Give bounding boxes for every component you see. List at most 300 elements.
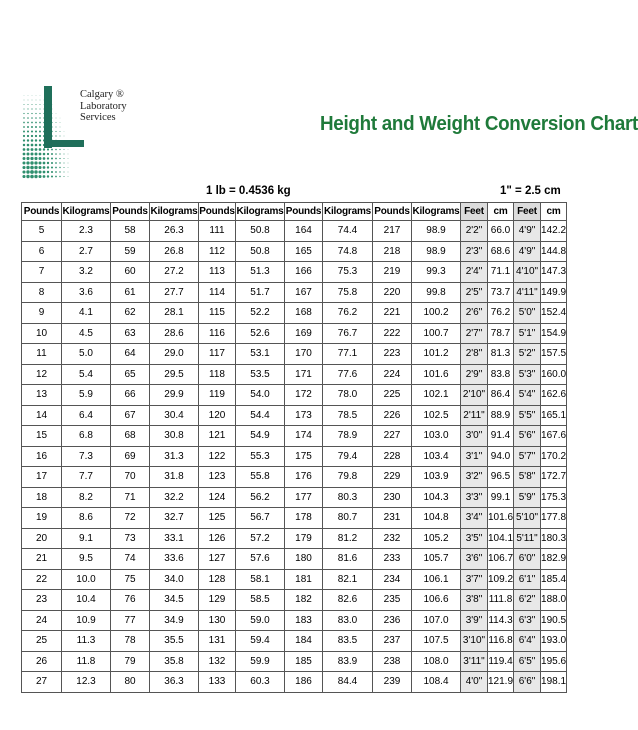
logo-dot — [27, 122, 29, 124]
table-cell: 51.7 — [236, 282, 285, 303]
table-cell: 232 — [373, 528, 412, 549]
table-cell: 170.2 — [541, 446, 567, 467]
logo-dot — [55, 167, 57, 169]
table-cell: 59.9 — [236, 651, 285, 672]
table-cell: 21 — [22, 549, 62, 570]
table-cell: 116 — [199, 323, 236, 344]
logo-dot — [35, 108, 36, 109]
table-cell: 106.7 — [488, 549, 514, 570]
table-cell: 81.2 — [323, 528, 373, 549]
logo-dot — [22, 166, 25, 169]
logo-dot — [35, 139, 37, 141]
logo-dot — [43, 166, 46, 169]
table-cell: 68 — [111, 426, 150, 447]
table-cell: 129 — [199, 590, 236, 611]
table-cell: 190.5 — [541, 610, 567, 631]
logo-dot — [59, 149, 60, 150]
table-row — [22, 467, 567, 488]
table-cell: 29.5 — [150, 364, 199, 385]
table-cell: 101.2 — [412, 344, 461, 365]
table-cell: 220 — [373, 282, 412, 303]
logo-dot — [40, 100, 41, 101]
table-cell: 59 — [111, 241, 150, 262]
logo-dot — [59, 153, 60, 154]
table-row — [22, 651, 567, 672]
logo-dot — [38, 170, 41, 173]
table-cell: 2'5" — [461, 282, 488, 303]
table-row — [22, 323, 567, 344]
logo-dot — [59, 176, 60, 177]
logo-dot — [24, 100, 25, 101]
table-cell: 2'3" — [461, 241, 488, 262]
table-cell: 6'2" — [514, 590, 541, 611]
table-cell: 230 — [373, 487, 412, 508]
logo-dot — [51, 158, 53, 160]
logo-dot — [27, 144, 30, 147]
table-cell: 12 — [22, 364, 62, 385]
logo-dot — [27, 113, 28, 114]
logo-dot — [34, 157, 37, 160]
table-cell: 165 — [285, 241, 323, 262]
table-cell: 144.8 — [541, 241, 567, 262]
table-cell: 2'6" — [461, 303, 488, 324]
logo-dot — [55, 162, 57, 164]
table-cell: 172.7 — [541, 467, 567, 488]
table-cell: 31.3 — [150, 446, 199, 467]
logo-dot — [35, 122, 37, 124]
table-cell: 81.3 — [488, 344, 514, 365]
logo-dot — [39, 131, 41, 133]
table-cell: 179 — [285, 528, 323, 549]
table-cell: 32.2 — [150, 487, 199, 508]
table-cell: 82.1 — [323, 569, 373, 590]
table-cell: 71 — [111, 487, 150, 508]
table-cell: 12.3 — [62, 672, 111, 693]
conversion-table — [21, 202, 567, 693]
table-cell: 2'7" — [461, 323, 488, 344]
table-cell: 5.9 — [62, 385, 111, 406]
table-cell: 70 — [111, 467, 150, 488]
table-cell: 75.3 — [323, 262, 373, 283]
table-cell: 56.7 — [236, 508, 285, 529]
logo-dot — [56, 122, 57, 123]
table-cell: 22 — [22, 569, 62, 590]
logo-bar-vertical — [44, 86, 52, 148]
table-cell: 154.9 — [541, 323, 567, 344]
table-cell: 26.8 — [150, 241, 199, 262]
logo-dot — [51, 149, 53, 151]
table-cell: 84.4 — [323, 672, 373, 693]
table-cell: 2'9" — [461, 364, 488, 385]
table-cell: 6'5" — [514, 651, 541, 672]
table-cell: 115 — [199, 303, 236, 324]
table-cell: 5'6" — [514, 426, 541, 447]
table-cell: 219 — [373, 262, 412, 283]
table-cell: 184 — [285, 631, 323, 652]
logo-dot — [23, 126, 25, 128]
table-cell: 8.2 — [62, 487, 111, 508]
table-cell: 15 — [22, 426, 62, 447]
logo-bar-horizontal — [44, 140, 84, 147]
table-cell: 103.0 — [412, 426, 461, 447]
table-cell: 98.9 — [412, 241, 461, 262]
table-cell: 35.5 — [150, 631, 199, 652]
table-cell: 99.1 — [488, 487, 514, 508]
table-cell: 51.3 — [236, 262, 285, 283]
table-cell: 79.4 — [323, 446, 373, 467]
table-cell: 16 — [22, 446, 62, 467]
column-header: Kilograms — [323, 203, 373, 221]
table-cell: 149.9 — [541, 282, 567, 303]
table-cell: 119 — [199, 385, 236, 406]
logo-dot — [47, 148, 49, 150]
table-row — [22, 405, 567, 426]
table-cell: 185 — [285, 651, 323, 672]
table-cell: 98.9 — [412, 221, 461, 242]
table-cell: 57.2 — [236, 528, 285, 549]
table-cell: 238 — [373, 651, 412, 672]
column-header: Pounds — [199, 203, 236, 221]
table-cell: 36.3 — [150, 672, 199, 693]
table-cell: 11.8 — [62, 651, 111, 672]
table-cell: 83.5 — [323, 631, 373, 652]
logo-dot — [68, 158, 69, 159]
logo-dot — [56, 118, 57, 119]
table-cell: 7.3 — [62, 446, 111, 467]
table-cell: 116.8 — [488, 631, 514, 652]
table-cell: 52.6 — [236, 323, 285, 344]
table-cell: 4'11" — [514, 282, 541, 303]
table-cell: 4.1 — [62, 303, 111, 324]
logo-dot — [38, 161, 41, 164]
table-cell: 160.0 — [541, 364, 567, 385]
table-cell: 5'10" — [514, 508, 541, 529]
weight-conversion-note: 1 lb = 0.4536 kg — [206, 185, 291, 197]
table-cell: 157.5 — [541, 344, 567, 365]
table-cell: 2'8" — [461, 344, 488, 365]
table-cell: 127 — [199, 549, 236, 570]
table-cell: 226 — [373, 405, 412, 426]
logo-dot — [23, 144, 25, 146]
table-cell: 26.3 — [150, 221, 199, 242]
table-cell: 130 — [199, 610, 236, 631]
table-cell: 82.6 — [323, 590, 373, 611]
table-cell: 11.3 — [62, 631, 111, 652]
table-cell: 103.4 — [412, 446, 461, 467]
logo-dot — [35, 126, 37, 128]
table-cell: 6.4 — [62, 405, 111, 426]
table-cell: 80.3 — [323, 487, 373, 508]
logo-dot — [27, 139, 29, 141]
table-cell: 55.8 — [236, 467, 285, 488]
table-cell: 142.2 — [541, 221, 567, 242]
table-cell: 6'3" — [514, 610, 541, 631]
logo-dot — [35, 113, 36, 114]
logo-dot — [32, 104, 33, 105]
table-cell: 79.8 — [323, 467, 373, 488]
table-cell: 105.2 — [412, 528, 461, 549]
table-cell: 102.1 — [412, 385, 461, 406]
logo-dot — [35, 148, 38, 151]
table-cell: 186 — [285, 672, 323, 693]
logo-dot — [39, 157, 42, 160]
table-cell: 2.3 — [62, 221, 111, 242]
logo-dot — [31, 135, 33, 137]
logo-dot — [68, 154, 69, 155]
table-cell: 169 — [285, 323, 323, 344]
table-cell: 10.4 — [62, 590, 111, 611]
column-header: cm — [541, 203, 567, 221]
table-cell: 217 — [373, 221, 412, 242]
table-cell: 4'9" — [514, 241, 541, 262]
logo-dot — [59, 171, 60, 172]
table-cell: 3'7" — [461, 569, 488, 590]
table-cell: 77.1 — [323, 344, 373, 365]
table-cell: 9.5 — [62, 549, 111, 570]
table-cell: 66 — [111, 385, 150, 406]
logo-dot — [55, 135, 56, 136]
logo-dot — [55, 149, 57, 151]
logo-dot — [63, 176, 64, 177]
table-row — [22, 569, 567, 590]
table-cell: 102.5 — [412, 405, 461, 426]
column-header: Pounds — [285, 203, 323, 221]
logo-dot — [68, 176, 69, 177]
table-cell: 106.1 — [412, 569, 461, 590]
table-row — [22, 528, 567, 549]
table-row — [22, 282, 567, 303]
table-cell: 81.6 — [323, 549, 373, 570]
table-row — [22, 672, 567, 693]
logo-dot — [55, 126, 56, 127]
logo-dot — [55, 158, 57, 160]
table-cell: 114 — [199, 282, 236, 303]
logo-dot — [34, 175, 37, 178]
table-cell: 56.2 — [236, 487, 285, 508]
table-cell: 3'5" — [461, 528, 488, 549]
table-cell: 131 — [199, 631, 236, 652]
table-cell: 103.9 — [412, 467, 461, 488]
table-cell: 99.3 — [412, 262, 461, 283]
table-cell: 223 — [373, 344, 412, 365]
logo-dot — [39, 113, 40, 114]
table-cell: 117 — [199, 344, 236, 365]
table-cell: 76.2 — [488, 303, 514, 324]
table-cell: 83.8 — [488, 364, 514, 385]
logo-dot — [43, 171, 46, 174]
logo-dot — [23, 157, 26, 160]
table-cell: 17 — [22, 467, 62, 488]
table-cell: 28.6 — [150, 323, 199, 344]
table-cell: 34.0 — [150, 569, 199, 590]
table-cell: 64 — [111, 344, 150, 365]
table-cell: 171 — [285, 364, 323, 385]
table-cell: 59.0 — [236, 610, 285, 631]
column-header: Kilograms — [62, 203, 111, 221]
table-cell: 5'0" — [514, 303, 541, 324]
table-cell: 77 — [111, 610, 150, 631]
table-cell: 3'4" — [461, 508, 488, 529]
table-cell: 121.9 — [488, 672, 514, 693]
logo-dot — [27, 126, 29, 128]
table-cell: 62 — [111, 303, 150, 324]
logo-dot — [68, 167, 69, 168]
logo-dot — [27, 135, 29, 137]
table-cell: 13 — [22, 385, 62, 406]
table-cell: 10.9 — [62, 610, 111, 631]
table-cell: 4'10" — [514, 262, 541, 283]
logo-dot — [51, 162, 53, 164]
column-header: Pounds — [22, 203, 62, 221]
logo-dot — [51, 166, 53, 168]
table-row — [22, 241, 567, 262]
table-cell: 183 — [285, 610, 323, 631]
table-cell: 228 — [373, 446, 412, 467]
table-cell: 6'4" — [514, 631, 541, 652]
column-header: Kilograms — [412, 203, 461, 221]
logo-dot — [35, 117, 37, 119]
table-cell: 100.2 — [412, 303, 461, 324]
logo-dot — [31, 144, 34, 147]
table-cell: 77.6 — [323, 364, 373, 385]
logo-dot — [40, 104, 41, 105]
logo-dot — [60, 127, 61, 128]
table-cell: 104.1 — [488, 528, 514, 549]
table-cell: 52.2 — [236, 303, 285, 324]
logo-dot — [24, 95, 25, 96]
table-cell: 6'6" — [514, 672, 541, 693]
table-cell: 33.1 — [150, 528, 199, 549]
table-cell: 106.6 — [412, 590, 461, 611]
table-cell: 123 — [199, 467, 236, 488]
logo-dot — [63, 162, 64, 163]
logo-dot — [35, 130, 37, 132]
table-cell: 34.9 — [150, 610, 199, 631]
table-cell: 50.8 — [236, 241, 285, 262]
table-cell: 3.6 — [62, 282, 111, 303]
logo-dot — [43, 157, 46, 160]
table-cell: 2.7 — [62, 241, 111, 262]
logo-dot — [35, 135, 37, 137]
table-cell: 231 — [373, 508, 412, 529]
table-cell: 3.2 — [62, 262, 111, 283]
table-cell: 6.8 — [62, 426, 111, 447]
table-row — [22, 631, 567, 652]
logo-dot — [27, 148, 30, 151]
table-cell: 5'4" — [514, 385, 541, 406]
logo-dot — [60, 136, 61, 137]
logo-dot — [26, 161, 29, 164]
table-cell: 168 — [285, 303, 323, 324]
table-cell: 27.2 — [150, 262, 199, 283]
table-cell: 111 — [199, 221, 236, 242]
logo-dot — [60, 122, 61, 123]
table-cell: 3'1" — [461, 446, 488, 467]
logo-dot — [47, 166, 49, 168]
logo-dot — [63, 158, 64, 159]
logo-dot — [39, 117, 40, 118]
logo-dot — [43, 148, 45, 150]
table-cell: 173 — [285, 405, 323, 426]
logo-dot — [59, 158, 60, 159]
table-row — [22, 221, 567, 242]
logo-dot — [55, 153, 57, 155]
table-cell: 198.1 — [541, 672, 567, 693]
table-cell: 58 — [111, 221, 150, 242]
column-header: Kilograms — [150, 203, 199, 221]
table-cell: 109.2 — [488, 569, 514, 590]
table-cell: 74 — [111, 549, 150, 570]
table-cell: 170 — [285, 344, 323, 365]
table-cell: 58.1 — [236, 569, 285, 590]
table-cell: 172 — [285, 385, 323, 406]
table-cell: 152.4 — [541, 303, 567, 324]
logo-dot — [39, 148, 42, 151]
table-cell: 54.9 — [236, 426, 285, 447]
logo-dot — [63, 171, 64, 172]
table-cell: 132 — [199, 651, 236, 672]
logo-dot — [51, 175, 53, 177]
logo-dot — [60, 118, 61, 119]
logo-dot — [68, 163, 69, 164]
table-cell: 167.6 — [541, 426, 567, 447]
logo-dot — [27, 130, 29, 132]
table-cell: 225 — [373, 385, 412, 406]
table-cell: 78.7 — [488, 323, 514, 344]
table-cell: 63 — [111, 323, 150, 344]
table-cell: 67 — [111, 405, 150, 426]
table-cell: 78.5 — [323, 405, 373, 426]
table-cell: 237 — [373, 631, 412, 652]
table-cell: 182.9 — [541, 549, 567, 570]
logo-dot — [64, 131, 65, 132]
table-cell: 113 — [199, 262, 236, 283]
logo-dot — [23, 135, 25, 137]
table-cell: 78 — [111, 631, 150, 652]
table-row — [22, 385, 567, 406]
table-cell: 76 — [111, 590, 150, 611]
table-cell: 3'2" — [461, 467, 488, 488]
table-cell: 124 — [199, 487, 236, 508]
table-cell: 239 — [373, 672, 412, 693]
page-title: Height and Weight Conversion Chart — [320, 113, 638, 135]
table-cell: 8 — [22, 282, 62, 303]
table-cell: 185.4 — [541, 569, 567, 590]
table-row — [22, 590, 567, 611]
table-cell: 178 — [285, 508, 323, 529]
table-cell: 83.9 — [323, 651, 373, 672]
logo-dot — [22, 161, 25, 164]
table-cell: 6'1" — [514, 569, 541, 590]
logo-dot — [47, 171, 49, 173]
table-cell: 54.0 — [236, 385, 285, 406]
table-cell: 222 — [373, 323, 412, 344]
table-cell: 7 — [22, 262, 62, 283]
table-cell: 180.3 — [541, 528, 567, 549]
table-cell: 34.5 — [150, 590, 199, 611]
table-cell: 73 — [111, 528, 150, 549]
logo-dot — [23, 153, 26, 156]
logo-dot — [26, 166, 29, 169]
column-header: Feet — [461, 203, 488, 221]
table-cell: 5'5" — [514, 405, 541, 426]
table-cell: 55.3 — [236, 446, 285, 467]
table-cell: 53.1 — [236, 344, 285, 365]
logo-dot — [30, 157, 33, 160]
table-cell: 72 — [111, 508, 150, 529]
table-cell: 91.4 — [488, 426, 514, 447]
logo-dot — [26, 157, 29, 160]
